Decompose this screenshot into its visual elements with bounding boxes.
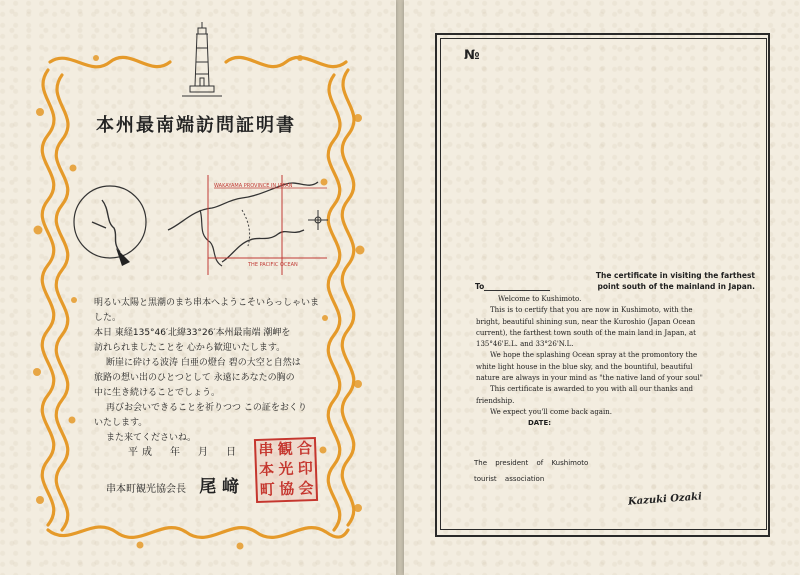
seal-char: 協 — [278, 479, 295, 499]
seal-char: 印 — [297, 459, 314, 478]
body-paragraph: We expect you'll come back again. — [490, 407, 612, 416]
kushimoto-map — [72, 170, 342, 284]
body-paragraph: bright, beautiful shining sun, near the Kuroshio (Japan Ocean — [476, 317, 696, 326]
date-label: DATE: — [528, 419, 552, 428]
body-line: 訪れられましたことを 心から歓迎いたします。 — [94, 343, 286, 353]
footer-line: The president of Kushimoto — [474, 459, 589, 467]
heading-line-2 — [475, 282, 755, 291]
body-line: 旅路の想い出のひとつとして 永遠にあなたの胸の — [94, 373, 295, 383]
seal-char: 光 — [278, 459, 294, 479]
heading-line-1: The certificate in visiting the farthest — [595, 271, 755, 280]
body-line: 中に生き続けることでしょう。 — [94, 388, 221, 398]
footer-line: tourist association — [474, 475, 545, 483]
body-line: 再びお会いできることを祈りつつ この証をおくり — [106, 403, 307, 413]
president-signature: Kazuki Ozaki — [627, 491, 703, 508]
to-label: To — [475, 282, 485, 291]
body-line: 断崖に砕ける波涛 白亜の燈台 碧の大空と自然は — [106, 358, 301, 368]
signer-title: 串本町観光協会長 — [106, 484, 186, 495]
seal-char: 串 — [258, 440, 274, 459]
body-paragraph: current), the farthest town south of the main land in Japan, at — [476, 328, 696, 337]
japanese-certificate-page — [0, 0, 396, 575]
recipient-blank-line — [484, 283, 550, 291]
body-line: 本日 東経135°46′北緯33°26′本州最南端 潮岬を — [94, 328, 291, 338]
certificate-heading-english — [475, 271, 755, 291]
body-paragraph: We hope the splashing Ocean spray at the promontory the — [490, 351, 698, 360]
body-paragraph: white light house in the blue sky, and the bountiful, beautiful — [476, 362, 693, 371]
seal-char: 合 — [296, 439, 313, 458]
heading-line-2-text: point south of the mainland in Japan. — [597, 282, 755, 291]
seal-char: 町 — [259, 480, 276, 499]
red-seal-stamp — [254, 437, 318, 503]
certificate-date-line: 平成 年 月 日 — [128, 447, 240, 458]
seal-char: 本 — [258, 460, 275, 479]
body-paragraph: Welcome to Kushimoto. — [498, 295, 582, 303]
certificate-title: 本州最南端訪問証明書 — [96, 115, 296, 136]
seal-char: 観 — [277, 439, 294, 459]
signer-name: 尾﨑 — [199, 477, 246, 497]
seal-char: 会 — [298, 479, 314, 498]
recipient-field — [475, 282, 550, 291]
body-line: いたします。 — [94, 418, 148, 428]
body-paragraph: 135°46'E.L. and 33°26'N.L. — [476, 340, 574, 349]
body-paragraph: nature are always in your mind as "the native land of your soul" — [476, 374, 703, 383]
body-line: 明るい太陽と黒潮のまち串本へようこそいらっしゃいました。 — [94, 298, 320, 323]
map-drawing-icon — [72, 170, 342, 280]
certificate-body-japanese — [94, 296, 324, 446]
map-province-label: WAKAYAMA PROVINCE IN JAPAN — [214, 183, 293, 189]
body-paragraph: This certificate is awarded to you with all our thanks and — [490, 385, 694, 394]
certificate-number-mark: № — [464, 48, 480, 63]
body-line: また来てくださいね。 — [106, 433, 197, 443]
map-ocean-label: THE PACIFIC OCEAN — [248, 262, 298, 268]
certificate-signer — [106, 472, 245, 497]
certificate-footer-english — [474, 455, 674, 487]
body-paragraph: This is to certify that you are now in Kushimoto, with the — [490, 306, 693, 315]
certificate-body-english — [476, 294, 756, 430]
body-paragraph: friendship. — [476, 396, 515, 405]
lighthouse-illustration-icon — [180, 18, 224, 102]
